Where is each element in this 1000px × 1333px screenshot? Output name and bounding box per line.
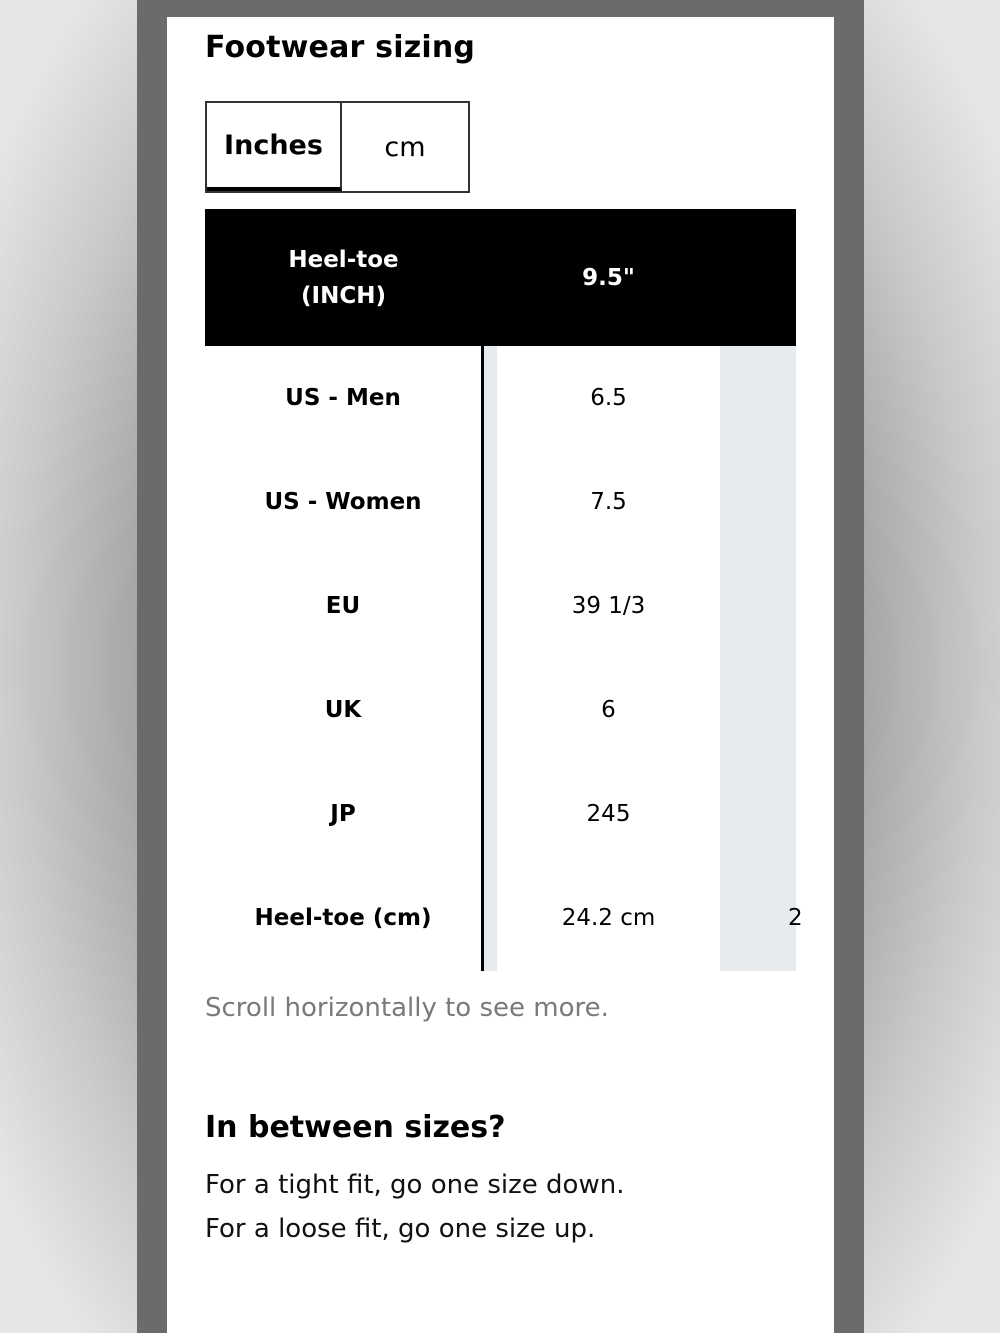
row-next-value-partial: 2 — [788, 905, 803, 931]
row-value: 7.5 — [590, 489, 627, 515]
in-between-title: In between sizes? — [205, 1110, 506, 1145]
size-table[interactable] — [205, 209, 803, 971]
table-row — [205, 658, 796, 762]
row-label: Heel-toe (cm) — [254, 905, 432, 931]
row-value: 6 — [601, 697, 616, 723]
row-value: 24.2 cm — [561, 905, 656, 931]
row-label: JP — [330, 801, 356, 827]
header-value-cell: 9.5" — [582, 264, 635, 291]
header-label-line1: Heel-toe — [288, 246, 399, 273]
row-value: 245 — [586, 801, 631, 827]
table-row — [205, 866, 803, 970]
table-row — [205, 554, 796, 658]
row-label: UK — [324, 697, 362, 723]
table-row — [205, 346, 796, 450]
scroll-hint: Scroll horizontally to see more. — [205, 993, 609, 1023]
header-label-line2: (INCH) — [301, 282, 386, 309]
row-label: US - Women — [264, 489, 422, 515]
row-label: US - Men — [285, 385, 401, 411]
table-row — [205, 762, 796, 866]
row-value: 39 1/3 — [571, 593, 646, 619]
unit-toggle-inches[interactable]: Inches — [207, 103, 342, 191]
unit-toggle — [205, 101, 470, 193]
unit-toggle-cm[interactable]: cm — [384, 131, 426, 163]
sizing-panel — [167, 17, 834, 1333]
row-label: EU — [325, 593, 361, 619]
row-value: 6.5 — [590, 385, 627, 411]
table-row — [205, 450, 796, 554]
loose-fit-tip: For a loose fit, go one size up. — [205, 1214, 596, 1244]
page-title: Footwear sizing — [205, 30, 476, 65]
table-header — [205, 209, 796, 346]
tight-fit-tip: For a tight fit, go one size down. — [205, 1170, 625, 1200]
header-label-cell — [205, 209, 482, 346]
